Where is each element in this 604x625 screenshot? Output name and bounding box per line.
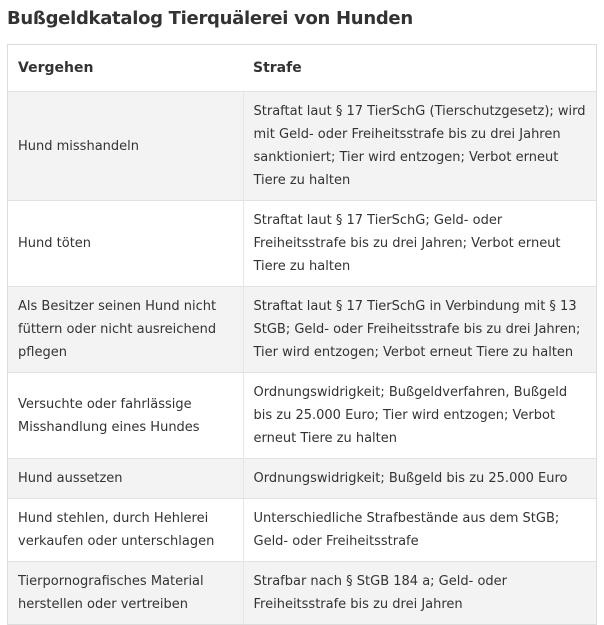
penalty-cell: Ordnungswidrigkeit; Bußgeld bis zu 25.000 Euro bbox=[243, 459, 596, 499]
column-header-penalty: Strafe bbox=[243, 45, 596, 92]
offense-cell: Hund misshandeln bbox=[8, 92, 243, 201]
penalty-cell: Unterschiedliche Strafbestände aus dem StGB; Geld- oder Freiheitsstrafe bbox=[243, 499, 596, 562]
table-row bbox=[8, 92, 596, 201]
table-row bbox=[8, 562, 596, 625]
table-body bbox=[8, 92, 596, 625]
offense-cell: Als Besitzer seinen Hund nicht füttern oder nicht ausreichend pflegen bbox=[8, 287, 243, 373]
penalty-cell: Ordnungswidrigkeit; Bußgeldverfahren, Bußgeld bis zu 25.000 Euro; Tier wird entzogen; Verbot erneut Tiere zu halten bbox=[243, 373, 596, 459]
table-row bbox=[8, 201, 596, 287]
table-row bbox=[8, 459, 596, 499]
table-row bbox=[8, 499, 596, 562]
penalty-cell: Straftat laut § 17 TierSchG (Tierschutzgesetz); wird mit Geld- oder Freiheitsstrafe bis zu drei Jahren sanktioniert; Tier wird entzogen; Verbot erneut Tiere zu halten bbox=[243, 92, 596, 201]
penalty-cell: Strafbar nach § StGB 184 a; Geld- oder Freiheitsstrafe bis zu drei Jahren bbox=[243, 562, 596, 625]
offense-cell: Hund aussetzen bbox=[8, 459, 243, 499]
offense-cell: Hund stehlen, durch Hehlerei verkaufen oder unterschlagen bbox=[8, 499, 243, 562]
penalty-table-container bbox=[7, 44, 597, 625]
page-title: Bußgeldkatalog Tierquälerei von Hunden bbox=[7, 8, 413, 29]
offense-cell: Hund töten bbox=[8, 201, 243, 287]
column-header-offense: Vergehen bbox=[8, 45, 243, 92]
table-row bbox=[8, 287, 596, 373]
table-header bbox=[8, 45, 596, 92]
penalty-cell: Straftat laut § 17 TierSchG in Verbindung mit § 13 StGB; Geld- oder Freiheitsstrafe bis zu drei Jahren; Tier wird entzogen; Verbot erneut Tiere zu halten bbox=[243, 287, 596, 373]
table-header-row bbox=[8, 45, 596, 92]
penalty-table bbox=[8, 45, 596, 624]
offense-cell: Versuchte oder fahrlässige Misshandlung eines Hundes bbox=[8, 373, 243, 459]
penalty-cell: Straftat laut § 17 TierSchG; Geld- oder Freiheitsstrafe bis zu drei Jahren; Verbot erneut Tiere zu halten bbox=[243, 201, 596, 287]
table-row bbox=[8, 373, 596, 459]
offense-cell: Tierpornografisches Material herstellen oder vertreiben bbox=[8, 562, 243, 625]
